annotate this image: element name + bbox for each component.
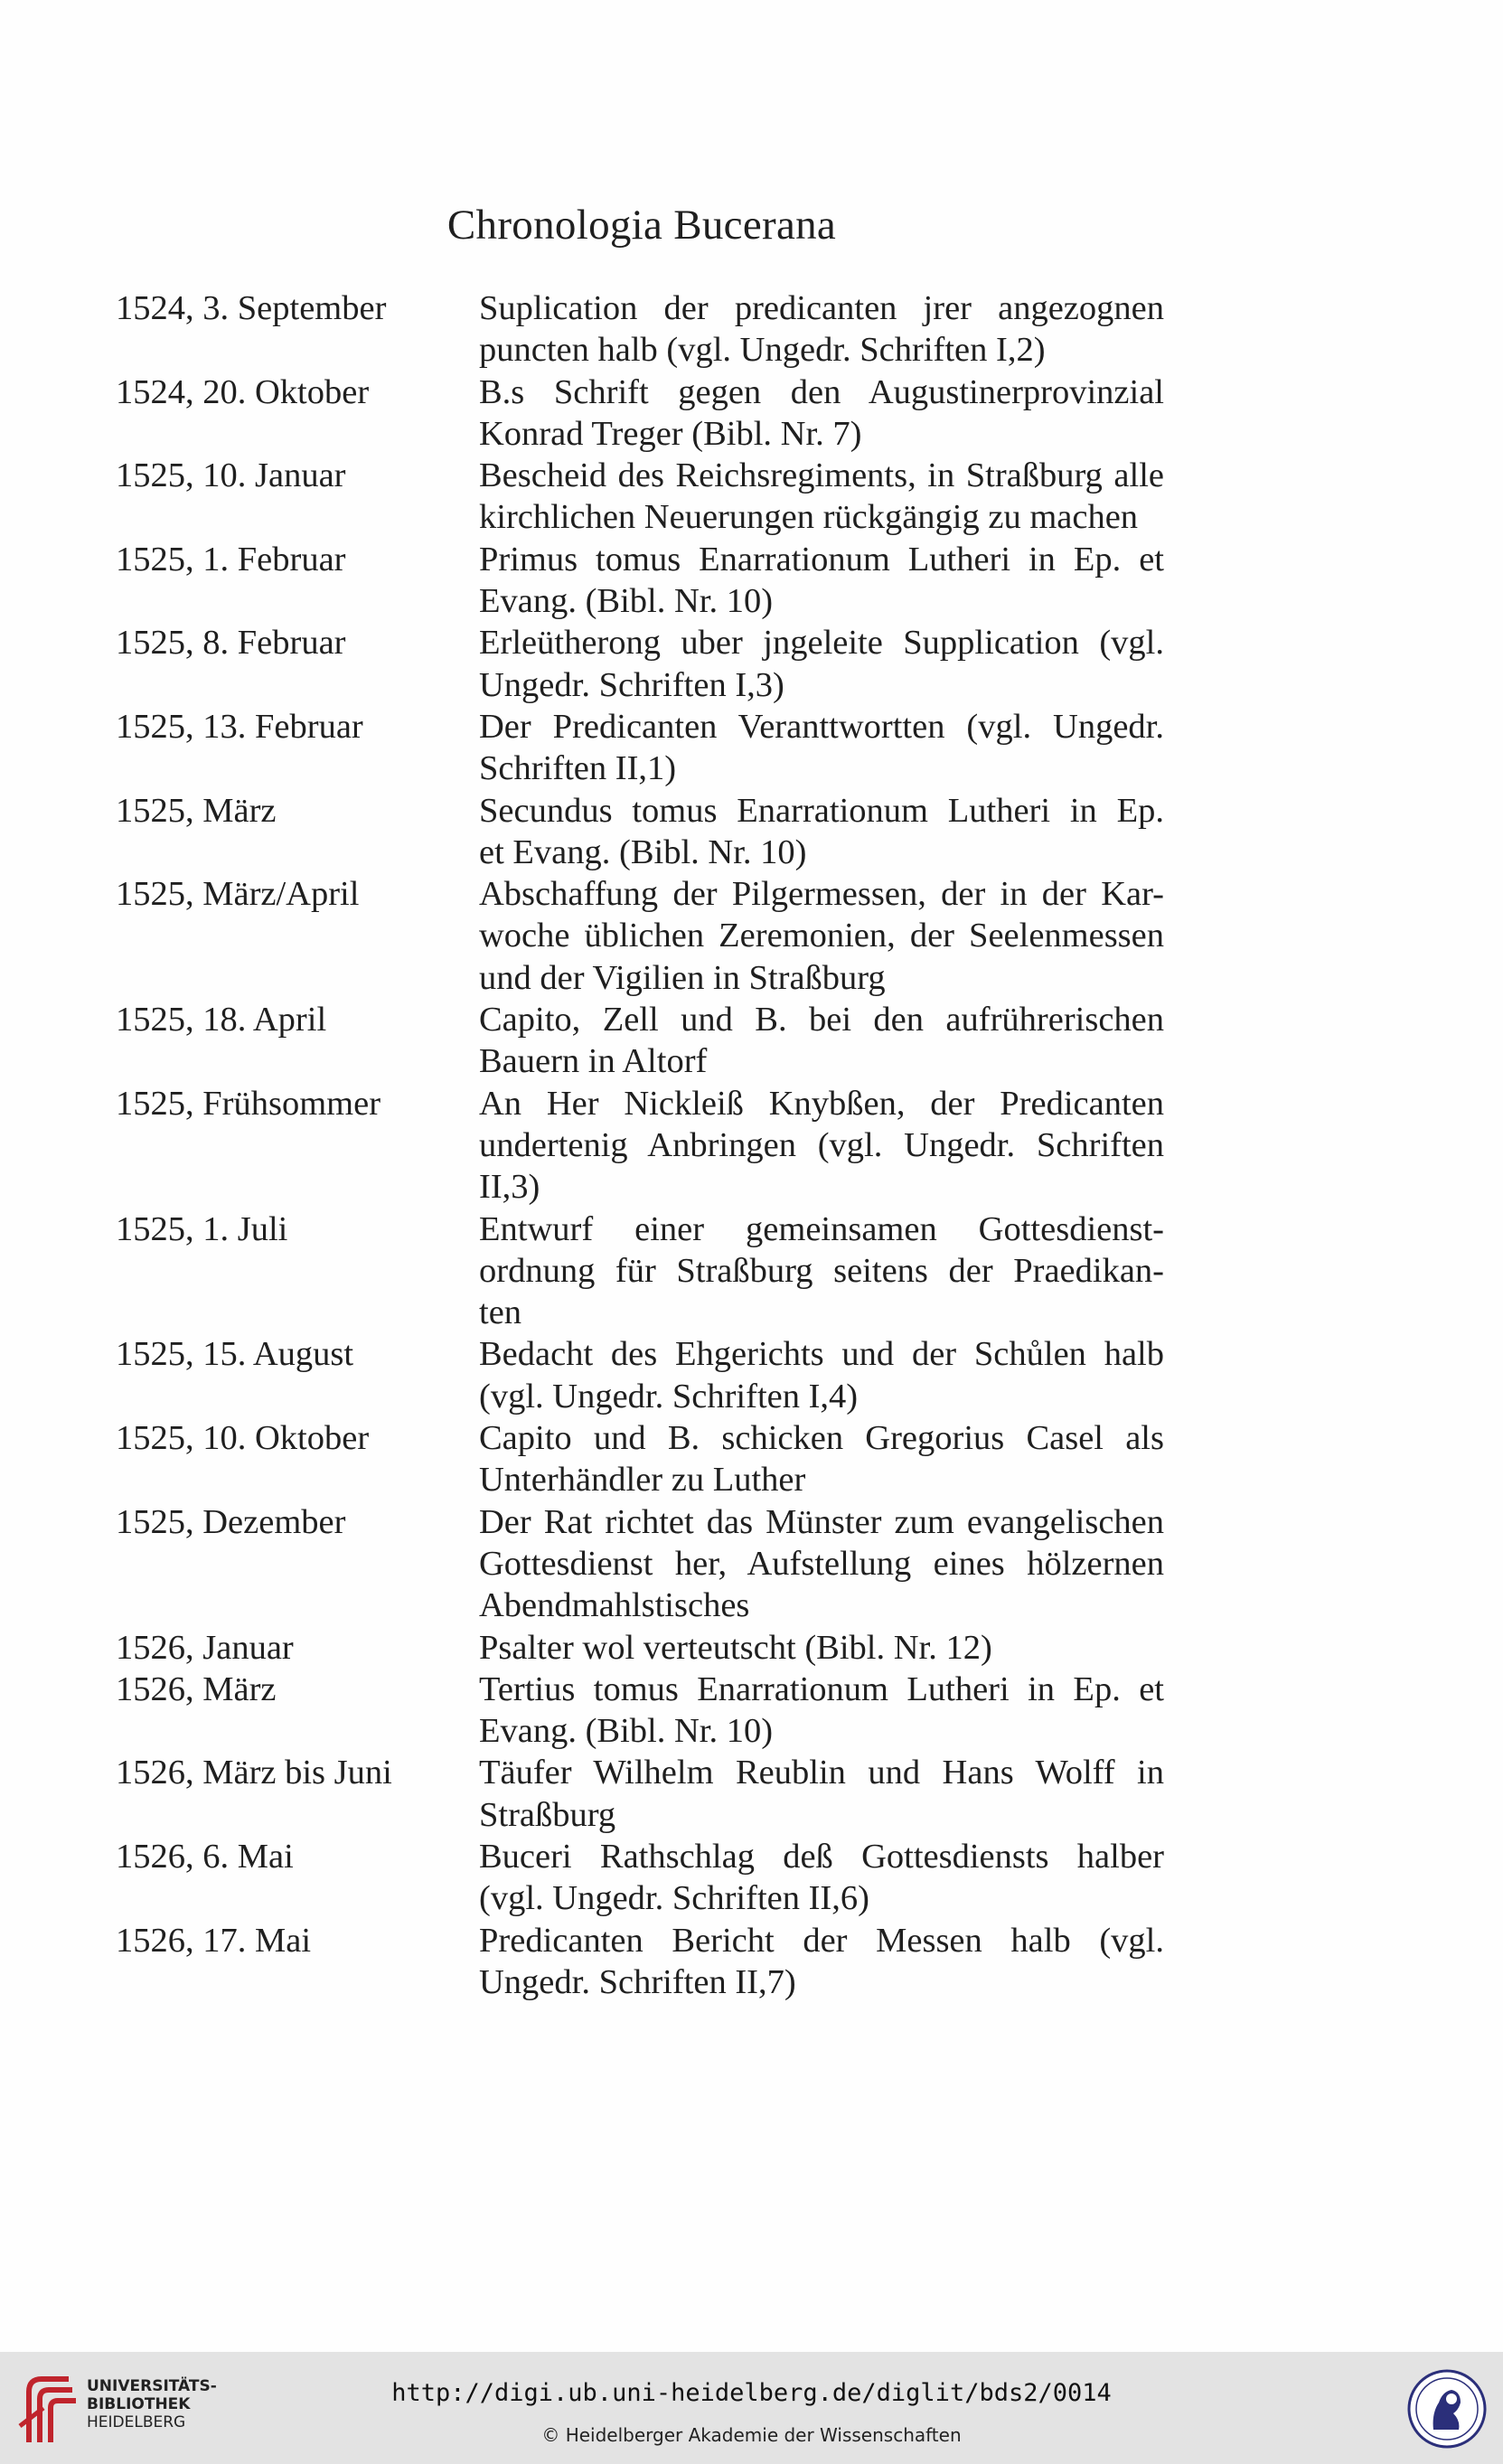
entry-description-line: woche üblichen Zeremonien, der Seelenmessen: [479, 917, 1164, 955]
entry-date: 1525, März: [116, 791, 277, 830]
entry-description: [479, 287, 1164, 371]
entry-description-line: Abendmahlstisches: [479, 1586, 750, 1625]
entry-date: 1525, 18. April: [116, 1001, 327, 1039]
entry-description-line: Schriften II,1): [479, 749, 677, 788]
entry-description: [479, 1920, 1164, 2004]
entry-description-line: Suplication der predicanten jrer angezognen: [479, 289, 1164, 327]
library-name-line3: HEIDELBERG: [87, 2413, 186, 2431]
entry-description-line: Capito und B. schicken Gregorius Casel als: [479, 1419, 1164, 1458]
entry-description: [479, 1501, 1164, 1627]
entry-description-line: puncten halb (vgl. Ungedr. Schriften I,2): [479, 331, 1046, 370]
chronology-entry: [116, 1333, 1164, 1417]
entry-description: [479, 455, 1164, 539]
entry-description-line: Der Predicanten Veranttwortten (vgl. Ungedr.: [479, 707, 1164, 746]
entry-description-line: et Evang. (Bibl. Nr. 10): [479, 832, 807, 871]
chronology-entry: [116, 1920, 1164, 2004]
entry-description-line: An Her Nickleiß Knybßen, der Predicanten: [479, 1084, 1164, 1123]
footer-bar: [0, 2352, 1503, 2464]
chronology-entry: [116, 1417, 1164, 1501]
entry-description-line: (vgl. Ungedr. Schriften I,4): [479, 1377, 859, 1415]
entry-date: 1526, 17. Mai: [116, 1921, 312, 1960]
chronology-entry: [116, 790, 1164, 874]
entry-description-line: (vgl. Ungedr. Schriften II,6): [479, 1879, 869, 1918]
entry-description-line: Unterhändler zu Luther: [479, 1461, 806, 1500]
entry-description-line: ten: [479, 1293, 522, 1332]
academy-seal-icon[interactable]: [1406, 2368, 1488, 2450]
chronology-entry: [116, 622, 1164, 706]
entry-date: 1526, März: [116, 1669, 277, 1708]
entry-description-line: und der Vigilien in Straßburg: [479, 958, 886, 997]
entry-description: [479, 873, 1164, 999]
page-url-link[interactable]: http://digi.ub.uni-heidelberg.de/diglit/bds2/0014: [391, 2379, 1112, 2407]
entry-description-line: kirchlichen Neuerungen rückgängig zu machen: [479, 498, 1139, 537]
entry-description-line: Täufer Wilhelm Reublin und Hans Wolff in: [479, 1754, 1164, 1792]
entry-description-line: undertenig Anbringen (vgl. Ungedr. Schriften: [479, 1125, 1164, 1164]
entry-description: [479, 999, 1164, 1083]
entry-date: 1525, 10. Oktober: [116, 1419, 370, 1458]
entry-description-line: Secundus tomus Enarrationum Lutheri in Ep.: [479, 791, 1164, 830]
entry-description-line: Ungedr. Schriften I,3): [479, 665, 784, 704]
entry-description: [479, 1836, 1164, 1920]
copyright-notice: © Heidelberger Akademie der Wissenschaften: [541, 2424, 962, 2446]
entry-description-line: Ungedr. Schriften II,7): [479, 1962, 796, 2001]
chronology-entry: [116, 539, 1164, 623]
entry-description-line: Entwurf einer gemeinsamen Gottesdienst-: [479, 1209, 1164, 1248]
entry-description-line: Evang. (Bibl. Nr. 10): [479, 582, 774, 621]
entry-date: 1526, 6. Mai: [116, 1837, 294, 1876]
entry-description-line: Abschaffung der Pilgermessen, der in der Kar-: [479, 875, 1164, 914]
chronology-entry: [116, 371, 1164, 456]
entry-date: 1524, 20. Oktober: [116, 372, 370, 411]
entry-description-line: Buceri Rathschlag deß Gottesdiensts halber: [479, 1837, 1164, 1876]
entry-date: 1525, 10. Januar: [116, 456, 346, 495]
chronology-entry: [116, 455, 1164, 539]
entry-description: [479, 371, 1164, 456]
running-head: Chronologia Bucerana: [446, 202, 837, 249]
entry-description: [479, 622, 1164, 706]
entry-date: 1524, 3. September: [116, 289, 387, 327]
entry-description-line: ordnung für Straßburg seitens der Praedikan-: [479, 1251, 1164, 1290]
entry-description-line: Erleütherong uber jngeleite Supplication (vgl.: [479, 624, 1164, 663]
entry-date: 1525, März/April: [116, 875, 360, 914]
chronology-entry: [116, 1208, 1164, 1334]
entry-description: [479, 1333, 1164, 1417]
chronology-entry: [116, 999, 1164, 1083]
chronology-entry: [116, 1501, 1164, 1627]
chronology-entry: [116, 1627, 1164, 1669]
entry-date: 1525, Frühsommer: [116, 1084, 381, 1123]
entry-description-line: Psalter wol verteutscht (Bibl. Nr. 12): [479, 1628, 992, 1667]
chronology-entry: [116, 1836, 1164, 1920]
entry-description-line: Bescheid des Reichsregiments, in Straßburg alle: [479, 456, 1164, 495]
chronology-entry: [116, 1083, 1164, 1208]
chronology-entry: [116, 706, 1164, 790]
entry-description-line: II,3): [479, 1168, 540, 1207]
entry-description-line: B.s Schrift gegen den Augustinerprovinzial: [479, 372, 1164, 411]
entry-description-line: Bauern in Altorf: [479, 1042, 708, 1081]
entry-description: [479, 1669, 1164, 1753]
entry-description: [479, 790, 1164, 874]
entry-date: 1525, 1. Juli: [116, 1209, 288, 1248]
chronology-entry: [116, 873, 1164, 999]
entry-date: 1525, 1. Februar: [116, 540, 346, 578]
entry-description-line: Predicanten Bericht der Messen halb (vgl.: [479, 1921, 1164, 1960]
entry-description: [479, 1083, 1164, 1208]
entry-description-line: Capito, Zell und B. bei den aufrührerischen: [479, 1001, 1164, 1039]
entry-date: 1526, März bis Juni: [116, 1754, 392, 1792]
entry-description-line: Gottesdienst her, Aufstellung eines hölzernen: [479, 1544, 1164, 1583]
entry-date: 1525, 8. Februar: [116, 624, 346, 663]
entry-description: [479, 539, 1164, 623]
entry-description: [479, 1752, 1164, 1836]
entry-description: [479, 1417, 1164, 1501]
library-name-line2: BIBLIOTHEK: [87, 2395, 191, 2413]
entry-date: 1525, Dezember: [116, 1502, 346, 1541]
entry-description-line: Straßburg: [479, 1795, 616, 1834]
entry-description-line: Der Rat richtet das Münster zum evangelischen: [479, 1502, 1164, 1541]
entry-description-line: Konrad Treger (Bibl. Nr. 7): [479, 414, 862, 453]
library-name-line1: UNIVERSITÄTS-: [87, 2377, 217, 2395]
entry-description: [479, 706, 1164, 790]
entry-date: 1526, Januar: [116, 1628, 294, 1667]
entry-description-line: Evang. (Bibl. Nr. 10): [479, 1712, 774, 1751]
entry-description-line: Primus tomus Enarrationum Lutheri in Ep. et: [479, 540, 1164, 578]
entry-date: 1525, 13. Februar: [116, 707, 363, 746]
chronology-entry: [116, 287, 1164, 371]
entry-description-line: Bedacht des Ehgerichts und der Schůlen halb: [479, 1335, 1164, 1374]
chronology-entry: [116, 1752, 1164, 1836]
entry-description-line: Tertius tomus Enarrationum Lutheri in Ep. et: [479, 1669, 1164, 1708]
chronology-entry: [116, 1669, 1164, 1753]
entry-description: [479, 1208, 1164, 1334]
entry-date: 1525, 15. August: [116, 1335, 354, 1374]
entry-description: [479, 1627, 1164, 1669]
chronology-list: [116, 287, 1164, 2003]
